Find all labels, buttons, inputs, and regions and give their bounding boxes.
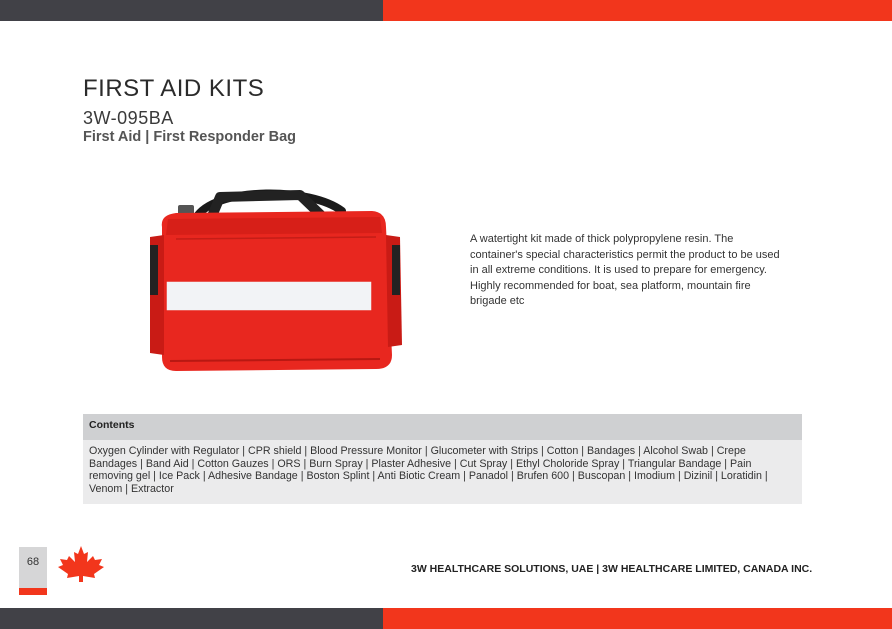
- bottom-color-bar: [0, 608, 892, 629]
- first-responder-bag-image: [110, 185, 420, 385]
- bottom-bar-red-segment: [383, 608, 892, 629]
- product-code: 3W-095BA: [83, 108, 174, 128]
- page-number-accent: [19, 588, 47, 595]
- page-number-box: [19, 547, 47, 595]
- page-title: FIRST AID KITS: [83, 75, 265, 102]
- contents-list: Oxygen Cylinder with Regulator | CPR shield | Blood Pressure Monitor | Glucometer with Strips | Cotton | Bandages | Alcohol Swab | Crepe Bandages | Band Aid | Cotton Gauzes | ORS | Burn Spray | Plaster Adhesive | Cut Spray | Ethyl Choloride Spray | Triangular Bandage | Pain removing gel | Ice Pack | Adhesive Bandage | Boston Splint | Anti Biotic Cream | Panadol | Brufen 600 | Buscopan | Imodium | Dizinil | Loratidin | Venom | Extractor: [83, 440, 802, 504]
- contents-heading: Contents: [83, 414, 802, 440]
- top-bar-dark-segment: [0, 0, 383, 21]
- maple-leaf-icon: [54, 545, 108, 583]
- top-bar-red-segment: [383, 0, 892, 21]
- bottom-bar-dark-segment: [0, 608, 383, 629]
- top-color-bar: [0, 0, 892, 21]
- page-number: 68: [19, 547, 47, 588]
- footer-company: 3W HEALTHCARE SOLUTIONS, UAE | 3W HEALTHCARE LIMITED, CANADA INC.: [411, 563, 813, 575]
- product-subtitle: First Aid | First Responder Bag: [83, 129, 296, 145]
- product-description: A watertight kit made of thick polypropylene resin. The container's special characteristics permit the product to be used in all extreme conditions. It is used to prepare for emergency. Highly recommended for boat, sea platform, mountain fire brigade etc: [470, 233, 780, 307]
